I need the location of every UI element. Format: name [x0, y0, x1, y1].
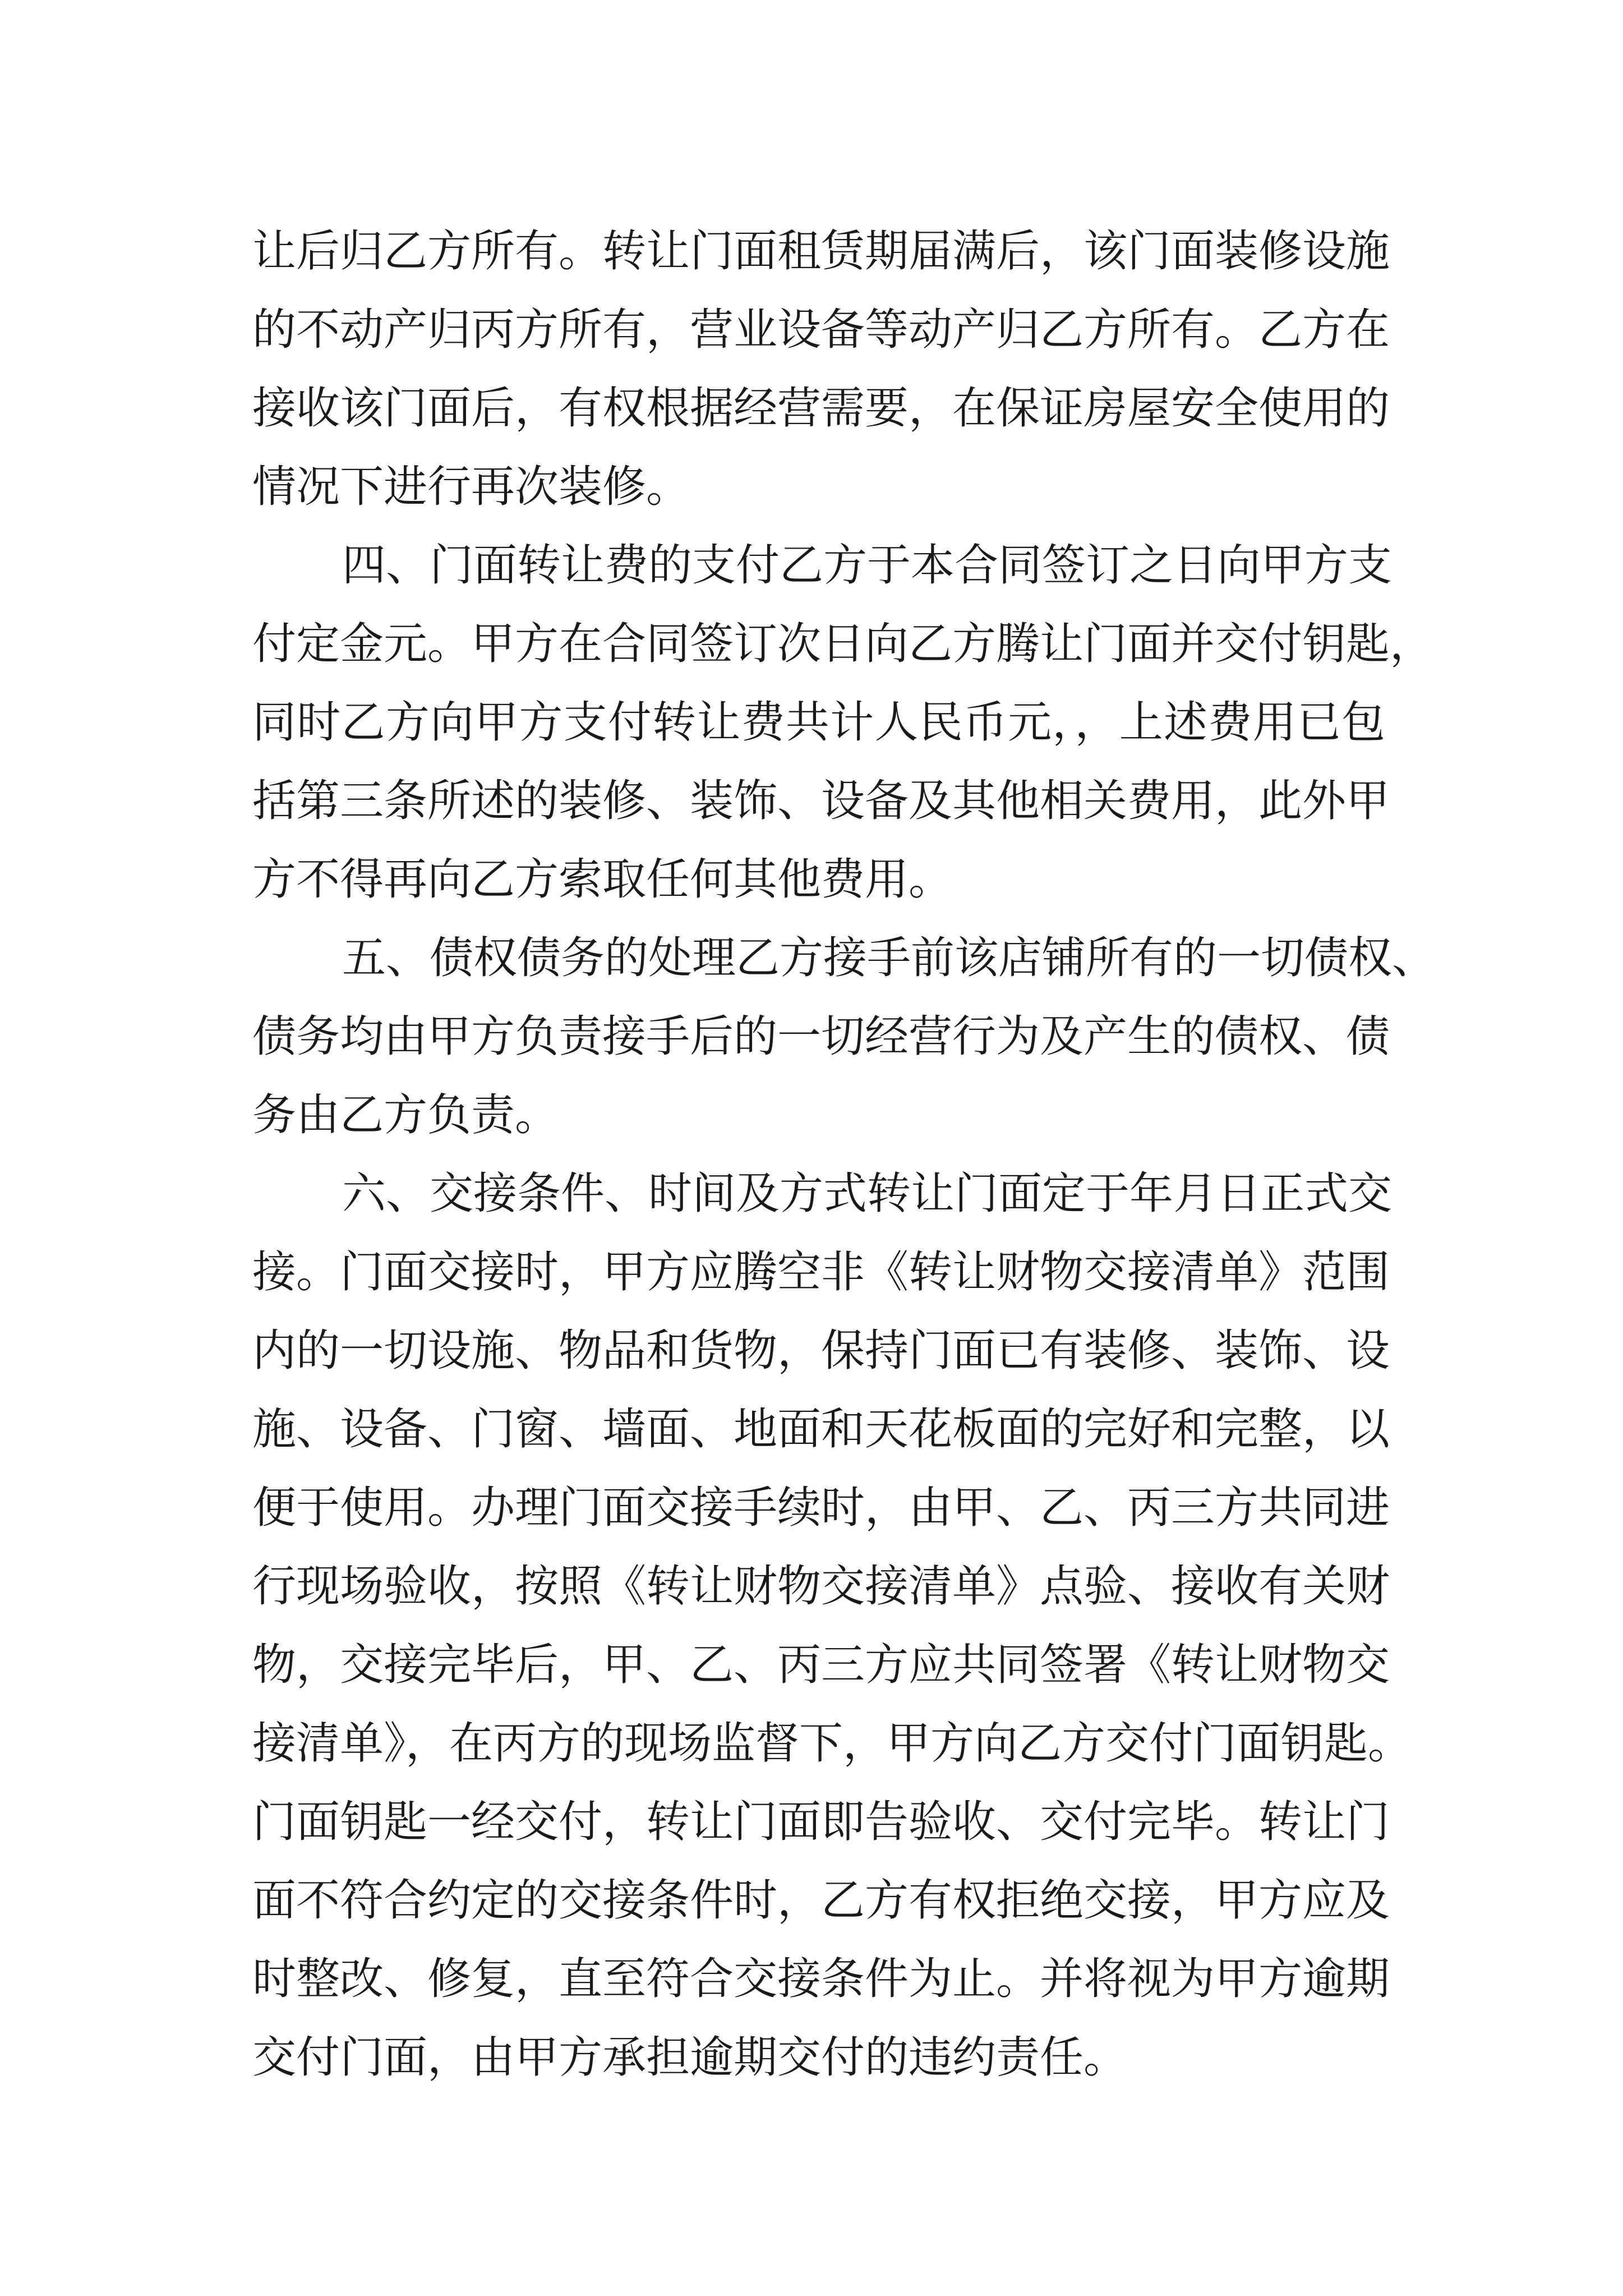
- text-line: 情况下进行再次装修。: [252, 462, 690, 512]
- text-line: 内的一切设施、物品和货物，保持门面已有装修、装饰、设: [252, 1326, 1390, 1376]
- document-body: [252, 212, 1436, 2097]
- text-line: 同时乙方向甲方支付转让费共计人民币元，，上述费用已包: [252, 697, 1385, 748]
- text-line: 的不动产归丙方所有，营业设备等动产归乙方所有。乙方在: [252, 305, 1390, 355]
- text-line: 门面钥匙一经交付，转让门面即告验收、交付完毕。转让门: [252, 1797, 1390, 1847]
- text-line: 面不符合约定的交接条件时，乙方有权拒绝交接，甲方应及: [252, 1875, 1390, 1926]
- text-line: 务由乙方负责。: [252, 1090, 559, 1140]
- paragraph-transfer-fee: [252, 526, 1434, 919]
- text-line: 括第三条所述的装修、装饰、设备及其他相关费用，此外甲: [252, 776, 1390, 826]
- text-line: 时整改、修复，直至符合交接条件为止。并将视为甲方逾期: [252, 1954, 1390, 2004]
- paragraph-handover: [252, 1154, 1412, 2097]
- paragraph-debts: [252, 919, 1436, 1154]
- text-line: 物，交接完毕后，甲、乙、丙三方应共同签署《转让财物交: [252, 1640, 1390, 1690]
- text-line: 接。门面交接时，甲方应腾空非《转让财物交接清单》范围: [252, 1247, 1390, 1297]
- text-line: 四、门面转让费的支付乙方于本合同签订之日向甲方支: [342, 540, 1393, 591]
- text-line: 方不得再向乙方索取任何其他费用。: [252, 854, 953, 905]
- text-line: 让后归乙方所有。转让门面租赁期届满后，该门面装修设施: [252, 226, 1390, 277]
- text-line: 接清单》，在丙方的现场监督下，甲方向乙方交付门面钥匙。: [252, 1718, 1412, 1769]
- text-line: 接收该门面后，有权根据经营需要，在保证房屋安全使用的: [252, 383, 1390, 434]
- text-line: 六、交接条件、时间及方式转让门面定于年月日正式交: [342, 1168, 1393, 1219]
- text-line: 交付门面，由甲方承担逾期交付的违约责任。: [252, 2032, 1128, 2083]
- text-line: 债务均由甲方负责接手后的一切经营行为及产生的债权、债: [252, 1011, 1390, 1062]
- text-line: 付定金元。甲方在合同签订次日向乙方腾让门面并交付钥匙，: [252, 619, 1434, 669]
- text-line: 行现场验收，按照《转让财物交接清单》点验、接收有关财: [252, 1561, 1390, 1612]
- text-line: 五、债权债务的处理乙方接手前该店铺所有的一切债权、: [342, 933, 1436, 983]
- paragraph-ownership: [252, 212, 1390, 526]
- text-line: 便于使用。办理门面交接手续时，由甲、乙、丙三方共同进: [252, 1483, 1390, 1533]
- text-line: 施、设备、门窗、墙面、地面和天花板面的完好和完整，以: [252, 1404, 1390, 1455]
